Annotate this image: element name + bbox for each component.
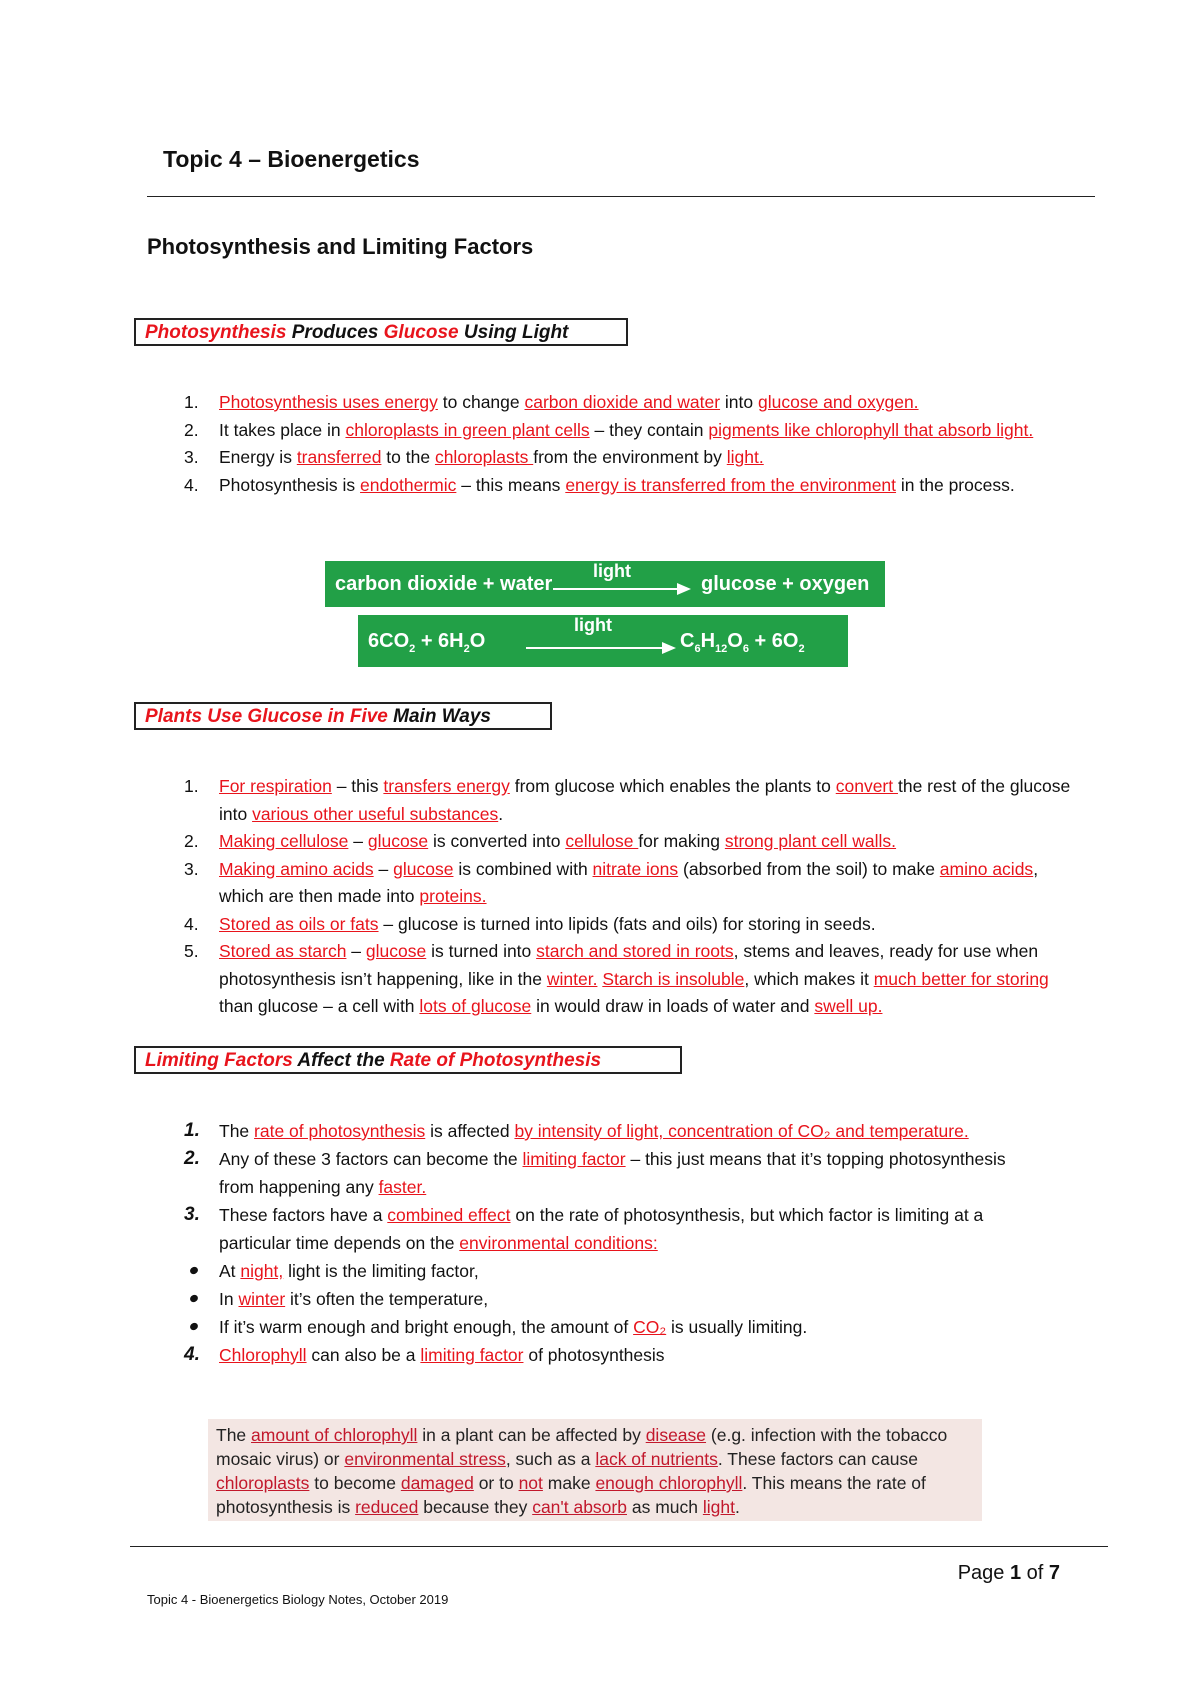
title-divider [147,196,1095,197]
glucose-uses-list [148,773,1076,1021]
page-number: Page 1 of 7 [957,1562,1060,1584]
heading-box-photosynthesis: Photosynthesis Produces Glucose Using Light [134,318,628,346]
list-item: 2. Making cellulose – glucose is converted into cellulose for making strong plant cell walls. [184,831,897,851]
heading-box-limiting-factors: Limiting Factors Affect the Rate of Photosynthesis [134,1046,682,1074]
page-title: Topic 4 – Bioenergetics [163,146,420,172]
bullet-item: At night, light is the limiting factor, [148,1257,1028,1285]
section-title: Photosynthesis and Limiting Factors [147,234,534,259]
list-item: 1. For respiration – this transfers energy from glucose which enables the plants to convert the rest of the glucose into various other useful substances. [184,776,1071,824]
photosynthesis-list [148,389,1088,499]
footer-text: Topic 4 - Bioenergetics Biology Notes, October 2019 [147,1592,449,1607]
list-item: 2. Any of these 3 factors can become the limiting factor – this just means that it’s topping photosynthesis from happening any faster. [184,1148,1006,1197]
list-item: 3. Making amino acids – glucose is combined with nitrate ions (absorbed from the soil) to make amino acids, which are then made into proteins. [184,858,1039,906]
list-item: 4. Chlorophyll can also be a limiting factor of photosynthesis [184,1344,665,1365]
bullet-item: If it’s warm enough and bright enough, the amount of CO₂ is usually limiting. [148,1313,1028,1341]
list-item: 3. These factors have a combined effect on the rate of photosynthesis, but which factor is limiting at a particular time depends on the environmental conditions: At night, light is the limiting factor, In winter it’s often the temperature, If it’s warm enough and bright enough, the amount of CO₂ is usually limiting. [148,1201,1028,1341]
word-equation: carbon dioxide + water light glucose + oxygen [325,561,885,607]
conditions-bullets [148,1257,1028,1341]
footer-divider [130,1546,1108,1547]
list-item: 5. Stored as starch – glucose is turned into starch and stored in roots, stems and leaves, ready for use when photosynthesis isn’t happening, like in the winter. Starch is insoluble, which makes it much better for storing than glucose – a cell with lots of glucose in would draw in loads of water and swell up. [184,941,1049,1016]
symbol-equation: $6CO_2 + 6H_2O$ light $C_6H_{12}O_6 + 6O_2$ [358,615,848,667]
list-item: 1. The rate of photosynthesis is affected by intensity of light, concentration of CO₂ and temperature. [184,1120,969,1141]
heading-box-glucose-uses: Plants Use Glucose in Five Main Ways [134,702,552,730]
list-item: 2. It takes place in chloroplasts in green plant cells – they contain pigments like chlorophyll that absorb light. [184,419,1034,440]
limiting-factors-list [148,1117,1028,1369]
list-item: 4. Photosynthesis is endothermic – this means energy is transferred from the environment in the process. [184,474,1015,495]
list-item: 1. Photosynthesis uses energy to change carbon dioxide and water into glucose and oxygen. [184,392,919,412]
chlorophyll-note: The amount of chlorophyll in a plant can be affected by disease (e.g. infection with the tobacco mosaic virus) or environmental stress, such as a lack of nutrients. These factors can cause chloroplasts to become damaged or to not make enough chlorophyll. This means the rate of photosynthesis is reduced because they can't absorb as much light. [208,1419,982,1521]
list-item: 3. Energy is transferred to the chloroplasts from the environment by light. [184,447,764,467]
list-item: 4. Stored as oils or fats – glucose is turned into lipids (fats and oils) for storing in seeds. [184,913,876,934]
bullet-item: In winter it’s often the temperature, [148,1285,1028,1313]
